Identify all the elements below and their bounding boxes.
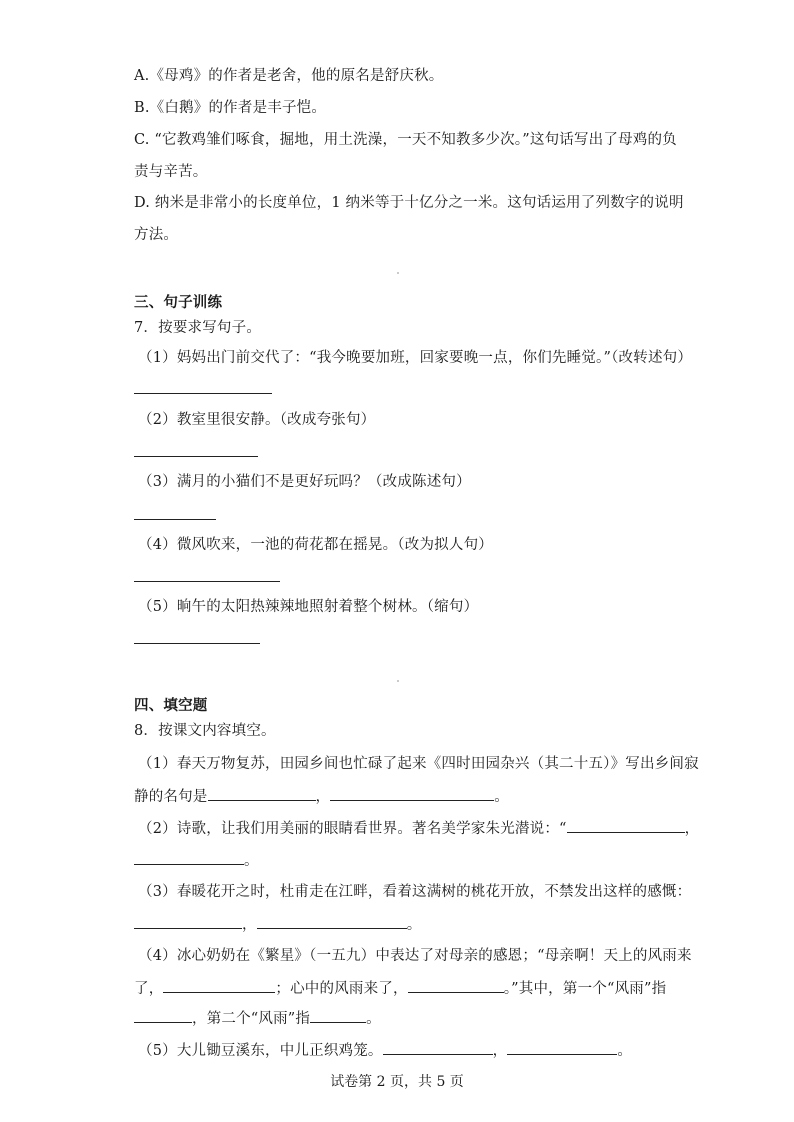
- q7-item-5: （5）晌午的太阳热辣辣地照射着整个树林。（缩句）: [138, 599, 479, 615]
- q8-item-2-line2: 。: [134, 850, 259, 871]
- fill-blank-1b[interactable]: [330, 786, 494, 801]
- section-four-title: 四、填空题: [134, 698, 208, 714]
- q7-answer-line-3[interactable]: [134, 519, 216, 520]
- page-dot: [397, 680, 399, 682]
- fill-blank-5b[interactable]: [507, 1040, 617, 1055]
- q7-answer-line-1[interactable]: [134, 393, 272, 394]
- option-b: B.《白鹅》的作者是丰子恺。: [134, 100, 327, 116]
- q7-item-4: （4）微风吹来，一池的荷花都在摇晃。（改为拟人句）: [138, 537, 493, 553]
- fill-blank-4b[interactable]: [408, 978, 504, 993]
- q7-answer-line-5[interactable]: [134, 643, 260, 644]
- option-d-line1: D. 纳米是非常小的长度单位，1 纳米等于十亿分之一米。这句话运用了列数字的说明: [134, 195, 684, 211]
- q8-item-2-line1: （2）诗歌，让我们用美丽的眼睛看世界。著名美学家朱光潜说：“ ，: [138, 818, 699, 839]
- fill-blank-1a[interactable]: [208, 786, 316, 801]
- question-8: 8．按课文内容填空。: [134, 723, 276, 739]
- q7-answer-line-4[interactable]: [134, 581, 280, 582]
- option-d-line2: 方法。: [134, 227, 179, 243]
- q8-item-1-line1: （1）春天万物复苏，田园乡间也忙碌了起来《四时田园杂兴（其二十五）》写出乡间寂: [138, 756, 699, 772]
- question-7: 7．按要求写句子。: [134, 320, 262, 336]
- fill-blank-2a[interactable]: [567, 818, 685, 833]
- q8-item-4-line2: 了， ；心中的风雨来了， 。”其中，第一个“风雨”指: [134, 978, 666, 999]
- q7-item-2: （2）教室里很安静。（改成夸张句）: [138, 412, 376, 428]
- fill-blank-5a[interactable]: [383, 1040, 493, 1055]
- section-three-title: 三、句子训练: [134, 295, 223, 311]
- q7-answer-line-2[interactable]: [134, 456, 258, 457]
- option-a: A.《母鸡》的作者是老舍，他的原名是舒庆秋。: [134, 68, 444, 84]
- page-footer: 试卷第 2 页，共 5 页: [330, 1074, 464, 1090]
- option-c-line1: C. “它教鸡雏们啄食，掘地，用土洗澡，一天不知教多少次。”这句话写出了母鸡的负: [134, 132, 677, 148]
- q8-item-4-line1: （4）冰心奶奶在《繁星》（一五九）中表达了对母亲的感恩；“母亲啊！天上的风雨来: [138, 948, 692, 964]
- q8-item-4-line3: ，第二个“风雨”指 。: [134, 1008, 381, 1029]
- page-dot: [397, 272, 399, 274]
- q8-item-1-line2: 静的名句是 ， 。: [134, 786, 509, 807]
- q8-item-3-line1: （3）春暖花开之时，杜甫走在江畔，看着这满树的桃花开放，不禁发出这样的感慨：: [138, 884, 692, 900]
- fill-blank-4a[interactable]: [163, 978, 275, 993]
- fill-blank-4c[interactable]: [134, 1008, 192, 1023]
- q7-item-3: （3）满月的小猫们不是更好玩吗？（改成陈述句）: [138, 474, 471, 490]
- option-c-line2: 责与辛苦。: [134, 164, 208, 180]
- fill-blank-2b[interactable]: [134, 850, 244, 865]
- fill-blank-4d[interactable]: [310, 1008, 366, 1023]
- q8-item-3-line2: ， 。: [134, 914, 421, 935]
- fill-blank-3a[interactable]: [134, 914, 242, 929]
- q7-item-1: （1）妈妈出门前交代了：“我今晚要加班，回家要晚一点，你们先睡觉。”（改转述句）: [138, 350, 693, 366]
- fill-blank-3b[interactable]: [257, 914, 407, 929]
- q8-item-5: （5）大儿锄豆溪东，中儿正织鸡笼。 ， 。: [138, 1040, 632, 1061]
